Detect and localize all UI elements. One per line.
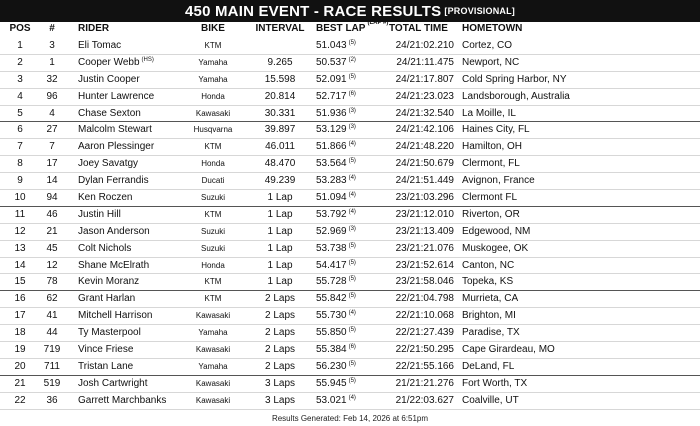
total-time-cell: 21/21:21.276: [395, 377, 454, 389]
hometown-cell: Murrieta, CA: [462, 293, 519, 305]
position-cell: 7: [17, 141, 23, 153]
bike-cell: Yamaha: [198, 74, 228, 84]
best-lap-time: 55.384: [316, 344, 347, 356]
hometown-cell: Newport, NC: [462, 56, 520, 68]
bike-cell: Suzuki: [200, 243, 225, 253]
total-time-cell: 24/21:17.807: [395, 73, 454, 85]
bike-cell: Kawasaki: [195, 378, 231, 388]
best-lap-time: 52.091: [316, 73, 347, 85]
rider-cell: [78, 325, 141, 342]
total-time-cell: 22/21:55.166: [395, 360, 454, 372]
table-row: [0, 139, 700, 156]
position-cell: 3: [17, 73, 23, 85]
table-header: [0, 20, 700, 37]
table-row: [0, 38, 700, 55]
interval-cell: 9.265: [267, 56, 293, 68]
best-lap-time: 53.021: [316, 394, 347, 406]
bike-cell: KTM: [204, 294, 222, 304]
best-lap-time: 53.564: [316, 158, 347, 170]
position-cell: 19: [14, 344, 26, 356]
position-cell: 22: [14, 394, 26, 406]
header-interval: INTERVAL: [255, 23, 305, 34]
header-rider: RIDER: [78, 23, 110, 34]
results-title: 450 MAIN EVENT - RACE RESULTS: [184, 2, 442, 20]
number-cell: 519: [43, 377, 61, 389]
position-cell: 13: [14, 242, 26, 254]
bike-cell: Kawasaki: [195, 311, 231, 321]
rider-name: Dylan Ferrandis: [78, 175, 149, 187]
rider-cell: [78, 38, 121, 55]
best-lap-time: 53.283: [316, 175, 347, 187]
rider-cell: [78, 173, 149, 190]
rider-cell: [78, 72, 140, 89]
total-time-cell: 22/21:50.295: [395, 344, 454, 356]
interval-cell: 49.239: [264, 175, 296, 187]
results-title-bar: [0, 0, 700, 22]
total-time-cell: 22/21:27.439: [395, 327, 454, 339]
number-cell: 7: [49, 141, 55, 153]
rider-name: Kevin Moranz: [78, 276, 140, 288]
interval-cell: 48.470: [264, 158, 296, 170]
rider-name: Vince Friese: [78, 344, 134, 356]
interval-cell: 20.814: [264, 90, 296, 102]
table-row: [0, 173, 700, 190]
position-cell: 8: [17, 158, 23, 170]
best-lap-number: (3): [348, 107, 356, 114]
number-cell: 46: [46, 208, 58, 220]
table-row: [0, 376, 700, 393]
bike-cell: Kawasaki: [195, 345, 231, 355]
hometown-cell: Brighton, MI: [462, 310, 516, 322]
hometown-cell: Cold Spring Harbor, NY: [462, 73, 567, 85]
best-lap-time: 50.537: [316, 56, 347, 68]
rider-cell: [78, 106, 141, 123]
total-time-cell: 23/21:03.296: [395, 192, 454, 204]
best-lap-number: (5): [348, 276, 356, 283]
table-row: [0, 325, 700, 342]
hometown-cell: Haines City, FL: [462, 124, 530, 136]
table-row: [0, 55, 700, 72]
best-lap-number: (5): [348, 40, 356, 46]
hometown-cell: La Moille, IL: [462, 107, 516, 119]
interval-cell: 1 Lap: [267, 259, 293, 271]
rider-name: Mitchell Harrison: [78, 310, 153, 322]
bike-cell: KTM: [204, 209, 222, 219]
interval-cell: 3 Laps: [264, 394, 296, 406]
rider-cell: [78, 207, 121, 224]
hometown-cell: Clermont, FL: [462, 158, 520, 170]
rider-cell: [78, 190, 132, 207]
number-cell: 41: [46, 310, 58, 322]
bike-cell: Yamaha: [198, 328, 228, 338]
total-time-cell: 24/21:48.220: [395, 141, 454, 153]
total-time-cell: 23/21:12.010: [395, 208, 454, 220]
interval-cell: 2 Laps: [264, 327, 296, 339]
interval-cell: 1 Lap: [267, 242, 293, 254]
best-lap-number: (5): [348, 293, 356, 300]
header-best-lap-note: (LAP #): [367, 20, 389, 26]
position-cell: 2: [17, 56, 23, 68]
table-row: [0, 393, 700, 410]
best-lap-number: (4): [348, 141, 356, 148]
bike-cell: Honda: [201, 91, 225, 101]
total-time-cell: 24/21:42.106: [395, 124, 454, 136]
hometown-cell: Canton, NC: [462, 259, 515, 271]
table-row: [0, 207, 700, 224]
best-lap-number: (5): [348, 158, 356, 165]
bike-cell: Honda: [201, 260, 225, 270]
position-cell: 18: [14, 327, 26, 339]
best-lap-number: (3): [348, 225, 356, 232]
table-row: [0, 72, 700, 89]
header-hometown: HOMETOWN: [462, 23, 523, 34]
hometown-cell: Clermont FL: [462, 192, 518, 204]
rider-cell: [78, 224, 150, 241]
rider-note: (HS): [141, 56, 154, 63]
table-row: [0, 89, 700, 106]
bike-cell: Suzuki: [200, 226, 225, 236]
number-cell: 4: [49, 107, 55, 119]
hometown-cell: Cape Girardeau, MO: [462, 344, 555, 356]
best-lap-time: 54.417: [316, 259, 347, 271]
position-cell: 15: [14, 276, 26, 288]
best-lap-number: (5): [348, 259, 356, 266]
hometown-cell: Coalville, UT: [462, 394, 519, 406]
rider-cell: [78, 122, 152, 139]
table-row: [0, 308, 700, 325]
rider-cell: [78, 342, 133, 359]
number-cell: 12: [46, 259, 58, 271]
interval-cell: 2 Laps: [264, 360, 296, 372]
position-cell: 9: [17, 175, 23, 187]
best-lap-number: (5): [348, 360, 356, 367]
number-cell: 78: [46, 276, 58, 288]
header-bike: BIKE: [201, 23, 225, 34]
table-row: [0, 156, 700, 173]
interval-cell: 1 Lap: [267, 192, 293, 204]
bike-cell: KTM: [204, 277, 222, 287]
number-cell: 719: [43, 344, 61, 356]
hometown-cell: Fort Worth, TX: [462, 377, 528, 389]
header-best-lap-label: BEST LAP: [316, 23, 366, 34]
best-lap-number: (5): [348, 377, 356, 384]
best-lap-time: 53.129: [316, 124, 347, 136]
position-cell: 20: [14, 360, 26, 372]
hometown-cell: Riverton, OR: [462, 208, 520, 220]
interval-cell: 3 Laps: [264, 377, 296, 389]
rider-name: Colt Nichols: [78, 242, 132, 254]
best-lap-number: (4): [348, 175, 356, 182]
rider-name: Shane McElrath: [78, 259, 150, 271]
total-time-cell: 23/21:58.046: [395, 276, 454, 288]
rider-name: Joey Savatgy: [78, 158, 139, 170]
table-row: [0, 274, 700, 291]
rider-name: Cooper Webb: [78, 56, 140, 68]
rider-name: Justin Hill: [78, 208, 121, 220]
table-row: [0, 359, 700, 376]
position-cell: 21: [14, 377, 26, 389]
hometown-cell: Hamilton, OH: [462, 141, 523, 153]
number-cell: 36: [46, 394, 58, 406]
hometown-cell: Paradise, TX: [462, 327, 520, 339]
total-time-cell: 24/21:51.449: [395, 175, 454, 187]
hometown-cell: Topeka, KS: [462, 276, 514, 288]
header-total-time: TOTAL TIME: [389, 23, 448, 34]
best-lap-time: 55.730: [316, 310, 347, 322]
total-time-cell: 24/21:02.210: [395, 40, 454, 51]
rider-name: Grant Harlan: [78, 293, 136, 305]
number-cell: 62: [46, 293, 58, 305]
best-lap-number: (5): [348, 327, 356, 334]
bike-cell: KTM: [204, 142, 222, 152]
bike-cell: Ducati: [201, 176, 225, 186]
best-lap-time: 52.717: [316, 90, 347, 102]
total-time-cell: 23/21:13.409: [395, 225, 454, 237]
position-cell: 1: [17, 40, 23, 51]
bike-cell: Yamaha: [198, 57, 228, 67]
rider-cell: [78, 139, 154, 156]
position-cell: 11: [14, 208, 26, 220]
rider-cell: [78, 156, 138, 173]
best-lap-number: (3): [348, 124, 356, 131]
best-lap-number: (5): [348, 73, 356, 80]
rider-name: Hunter Lawrence: [78, 90, 155, 102]
rider-cell: [78, 393, 166, 410]
rider-cell: [78, 291, 135, 308]
bike-cell: Kawasaki: [195, 108, 231, 118]
table-row: [0, 106, 700, 123]
number-cell: 17: [46, 158, 58, 170]
total-time-cell: 24/21:11.475: [396, 56, 454, 68]
best-lap-time: 51.936: [316, 107, 347, 119]
rider-name: Chase Sexton: [78, 107, 141, 119]
rider-name: Ty Masterpool: [78, 327, 141, 339]
interval-cell: 2 Laps: [264, 344, 296, 356]
position-cell: 16: [14, 293, 26, 305]
rider-cell: [78, 308, 152, 325]
interval-cell: 39.897: [264, 124, 296, 136]
total-time-cell: 24/21:32.540: [395, 107, 454, 119]
table-row: [0, 190, 700, 207]
total-time-cell: 23/21:52.614: [395, 259, 454, 271]
number-cell: 711: [44, 360, 60, 372]
interval-cell: 2 Laps: [264, 293, 296, 305]
table-row: [0, 122, 700, 139]
number-cell: 3: [49, 40, 55, 51]
results-table: [0, 38, 700, 410]
rider-cell: [78, 89, 154, 106]
bike-cell: Kawasaki: [195, 395, 231, 405]
header-pos: POS: [9, 23, 31, 34]
total-time-cell: 23/21:21.076: [395, 242, 454, 254]
best-lap-number: (4): [348, 208, 356, 215]
hometown-cell: Cortez, CO: [462, 40, 513, 51]
interval-cell: 1 Lap: [267, 276, 293, 288]
table-row: [0, 241, 700, 258]
best-lap-time: 56.230: [316, 360, 347, 372]
interval-cell: 2 Laps: [264, 310, 296, 322]
best-lap-time: 53.738: [316, 242, 347, 254]
position-cell: 4: [17, 90, 23, 102]
position-cell: 5: [17, 107, 23, 119]
total-time-cell: 24/21:23.023: [395, 90, 454, 102]
best-lap-time: 55.945: [316, 377, 347, 389]
rider-name: Justin Cooper: [78, 73, 140, 85]
rider-name: Malcolm Stewart: [78, 124, 152, 136]
results-generated-footer: Results Generated: Feb 14, 2026 at 6:51pm: [271, 414, 429, 423]
best-lap-time: 51.094: [316, 192, 347, 204]
best-lap-time: 53.792: [316, 208, 347, 220]
rider-name: Jason Anderson: [78, 225, 150, 237]
position-cell: 14: [14, 259, 26, 271]
rider-name: Ken Roczen: [78, 192, 133, 204]
best-lap-time: 51.866: [316, 141, 347, 153]
table-row: [0, 258, 700, 275]
number-cell: 32: [46, 73, 58, 85]
number-cell: 14: [46, 175, 58, 187]
position-cell: 10: [14, 192, 26, 204]
best-lap-number: (5): [348, 242, 356, 249]
position-cell: 12: [14, 225, 26, 237]
number-cell: 96: [46, 90, 58, 102]
bike-cell: Honda: [201, 159, 225, 169]
rider-name: Garrett Marchbanks: [78, 394, 167, 406]
number-cell: 21: [46, 225, 58, 237]
position-cell: 17: [14, 310, 26, 322]
hometown-cell: Edgewood, NM: [462, 225, 531, 237]
total-time-cell: 24/21:50.679: [395, 158, 454, 170]
rider-name: Josh Cartwright: [78, 377, 148, 389]
hometown-cell: Muskogee, OK: [462, 242, 529, 254]
rider-name: Aaron Plessinger: [78, 141, 155, 153]
bike-cell: Husqvarna: [193, 125, 233, 135]
rider-name: Eli Tomac: [78, 40, 122, 51]
best-lap-time: 55.850: [316, 327, 347, 339]
best-lap-time: 51.043: [316, 40, 347, 51]
provisional-tag: [PROVISIONAL]: [444, 6, 515, 16]
best-lap-number: (4): [348, 192, 356, 199]
best-lap-number: (4): [348, 310, 356, 317]
total-time-cell: 22/21:10.068: [395, 310, 454, 322]
position-cell: 6: [17, 124, 23, 136]
best-lap-number: (6): [348, 344, 356, 351]
best-lap-time: 52.969: [316, 225, 347, 237]
rider-cell: [78, 359, 133, 376]
table-row: [0, 291, 700, 308]
interval-cell: 1 Lap: [267, 208, 293, 220]
number-cell: 44: [46, 327, 58, 339]
bike-cell: Yamaha: [198, 361, 228, 371]
hometown-cell: Avignon, France: [462, 175, 535, 187]
best-lap-time: 55.842: [316, 293, 347, 305]
table-row: [0, 224, 700, 241]
header-number: #: [49, 23, 55, 34]
rider-cell: [78, 258, 149, 275]
rider-cell: [78, 376, 147, 393]
rider-cell: [78, 241, 131, 258]
best-lap-time: 55.728: [316, 276, 347, 288]
best-lap-number: (2): [348, 56, 356, 63]
best-lap-number: (4): [348, 394, 356, 401]
rider-cell: [78, 274, 139, 291]
rider-name: Tristan Lane: [78, 360, 134, 372]
number-cell: 45: [46, 242, 58, 254]
interval-cell: 15.598: [264, 73, 296, 85]
bike-cell: Suzuki: [200, 193, 225, 203]
table-row: [0, 342, 700, 359]
number-cell: 1: [49, 56, 55, 68]
number-cell: 94: [46, 192, 58, 204]
best-lap-number: (6): [348, 90, 356, 97]
total-time-cell: 22/21:04.798: [395, 293, 454, 305]
interval-cell: 1 Lap: [267, 225, 293, 237]
hometown-cell: Landsborough, Australia: [462, 90, 570, 102]
bike-cell: KTM: [204, 41, 222, 50]
rider-cell: [78, 55, 154, 72]
interval-cell: 46.011: [265, 141, 295, 153]
number-cell: 27: [46, 124, 58, 136]
interval-cell: 30.331: [264, 107, 296, 119]
hometown-cell: DeLand, FL: [462, 360, 515, 372]
total-time-cell: 21/22:03.627: [395, 394, 454, 406]
